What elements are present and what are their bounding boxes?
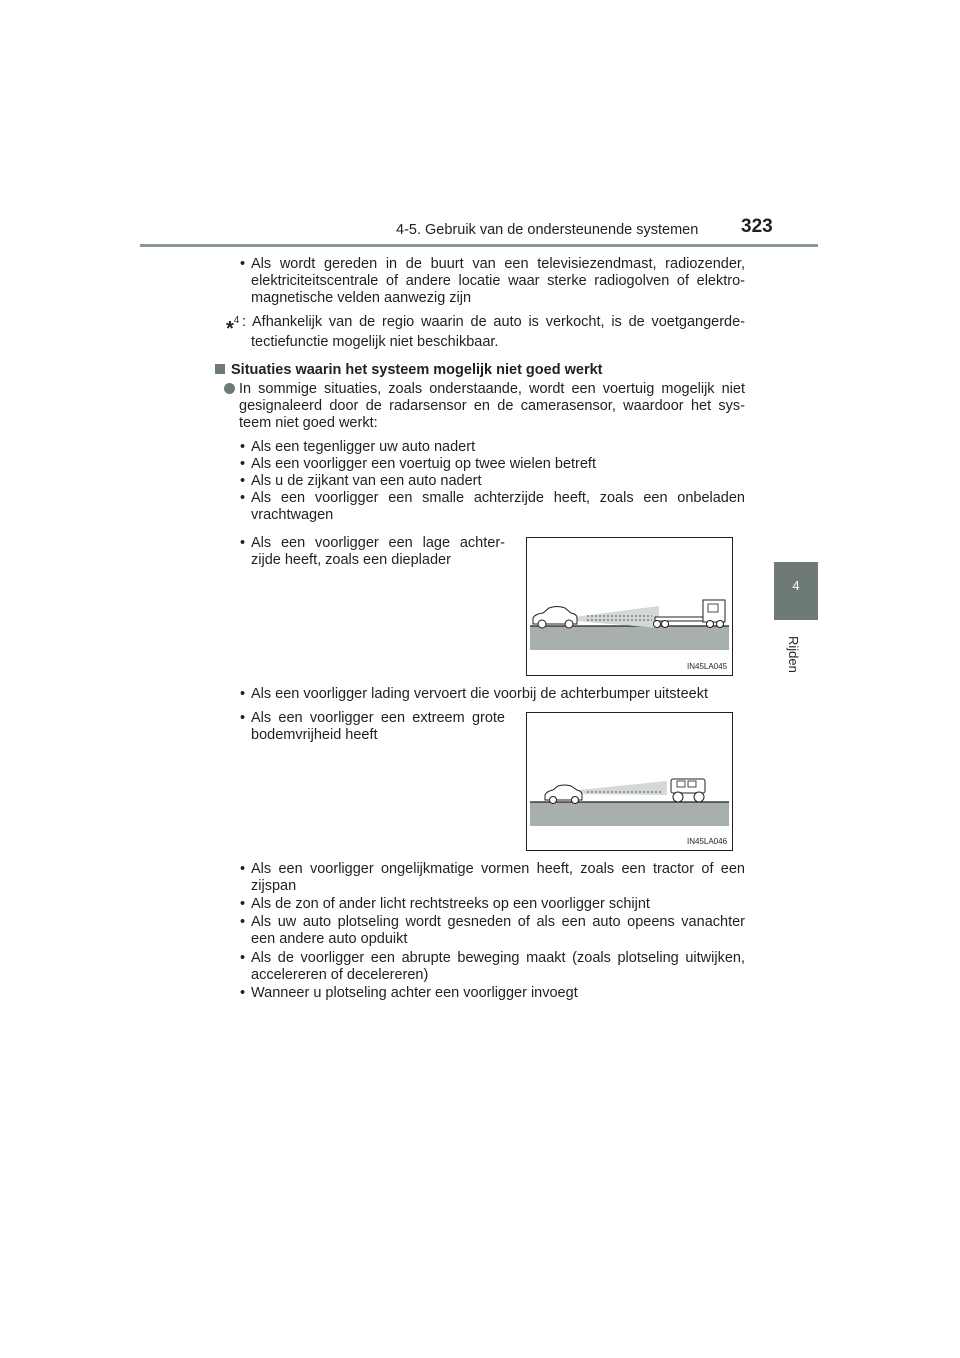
list-item: zijde heeft, zoals een dieplader [251, 552, 451, 568]
list-item: een andere auto opduikt [251, 931, 408, 947]
intro-bullet-line-3: magnetische velden aanwezig zijn [251, 290, 472, 306]
intro-line-2: gesignaleerd door de radarsensor en de camerasensor, waardoor het sys- [239, 398, 745, 414]
list-item: Als een voorligger lading vervoert die voorbij de achterbumper uitsteekt [251, 686, 708, 702]
low-trailer-illustration [527, 538, 732, 675]
footnote-line-1: : Afhankelijk van de regio waarin de auto is verkocht, is de voetgangerde- [242, 314, 745, 330]
footnote-marker [226, 312, 239, 338]
figure-code: IN45LA046 [687, 837, 728, 846]
intro-line-3: teem niet goed werkt: [239, 415, 378, 431]
footnote-line-2: tectiefunctie mogelijk niet beschikbaar. [251, 334, 499, 350]
list-item: Als een voorligger een lage achter- [251, 535, 505, 551]
bullet-marker: • [240, 950, 246, 966]
list-item: Als uw auto plotseling wordt gesneden of als een auto opeens vanachter [251, 914, 745, 930]
bullet-marker: • [240, 473, 246, 489]
list-item: Als de voorligger een abrupte beweging maakt (zoals plotseling uitwijken, [251, 950, 745, 966]
header-rule [140, 244, 818, 247]
intro-line-1: In sommige situaties, zoals onderstaande, wordt een voertuig mogelijk niet [239, 381, 745, 397]
figure-low-trailer [526, 537, 733, 676]
section-title: 4-5. Gebruik van de ondersteunende systemen [396, 222, 699, 238]
list-item: Als een voorligger een voertuig op twee wielen betreft [251, 456, 596, 472]
intro-bullet-line-2: elektriciteitscentrale of andere locatie waar sterke radiogolven of elektro- [251, 273, 745, 289]
list-item: vrachtwagen [251, 507, 334, 523]
page-number: 323 [741, 216, 773, 237]
bullet-marker: • [240, 456, 246, 472]
list-item: zijspan [251, 878, 297, 894]
list-item: Als een tegenligger uw auto nadert [251, 439, 476, 455]
figure-high-clearance [526, 712, 733, 851]
section-heading [215, 362, 602, 378]
list-item: bodemvrijheid heeft [251, 727, 378, 743]
footnote-asterisk: * [226, 317, 234, 340]
bullet-marker: • [240, 256, 246, 272]
section-heading-text: Situaties waarin het systeem mogelijk niet goed werkt [231, 362, 603, 378]
bullet-marker: • [240, 490, 246, 506]
bullet-marker: • [240, 861, 246, 877]
list-item: Als een voorligger een smalle achterzijde heeft, zoals een onbeladen [251, 490, 745, 506]
bullet-marker: • [240, 896, 246, 912]
chapter-label: Rijden [786, 636, 801, 673]
list-item: Als een voorligger een extreem grote [251, 710, 505, 726]
square-bullet-icon [215, 364, 225, 374]
bullet-marker: • [240, 914, 246, 930]
chapter-tab: 4 [774, 562, 818, 620]
list-item: Als een voorligger ongelijkmatige vormen heeft, zoals een tractor of een [251, 861, 745, 877]
bullet-marker: • [240, 985, 246, 1001]
bullet-marker: • [240, 439, 246, 455]
intro-bullet-line-1: Als wordt gereden in de buurt van een televisiezendmast, radiozender, [251, 256, 745, 272]
circle-bullet-icon [224, 381, 239, 398]
list-item: Als u de zijkant van een auto nadert [251, 473, 482, 489]
list-item: Wanneer u plotseling achter een voorligger invoegt [251, 985, 578, 1001]
bullet-marker: • [240, 686, 246, 702]
high-clearance-illustration [527, 713, 732, 850]
bullet-marker: • [240, 535, 246, 551]
bullet-marker: • [240, 710, 246, 726]
figure-code: IN45LA045 [687, 662, 728, 671]
list-item: accelereren of decelereren) [251, 967, 429, 983]
footnote-number: 4 [233, 315, 240, 326]
list-item: Als de zon of ander licht rechtstreeks op een voorligger schijnt [251, 896, 650, 912]
